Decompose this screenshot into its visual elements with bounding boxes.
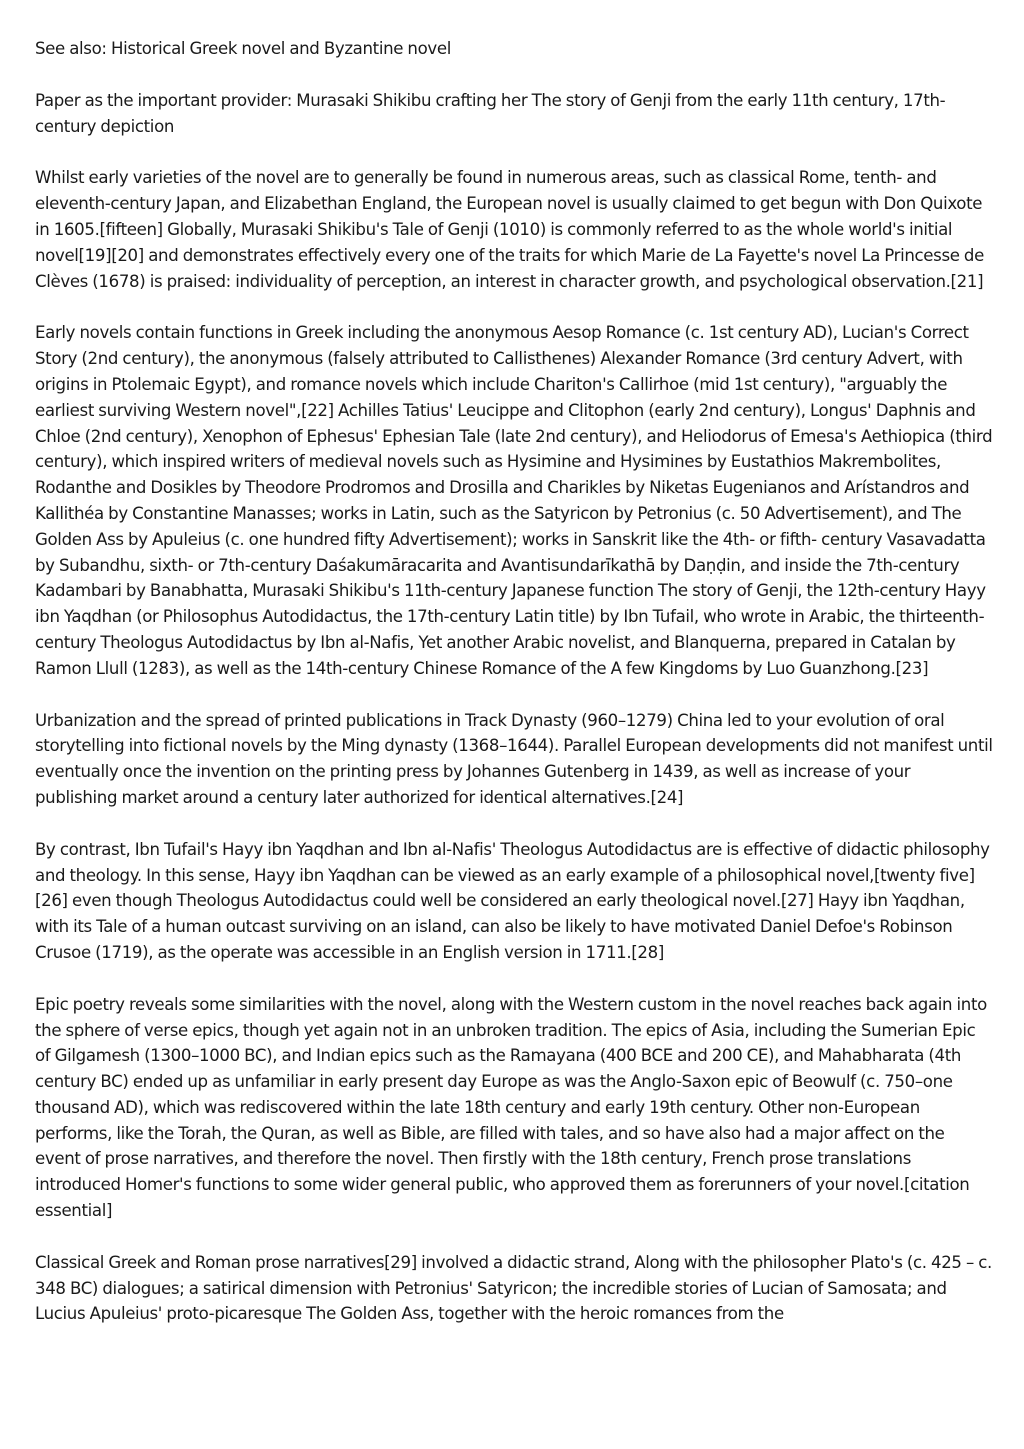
document-body (35, 36, 993, 1353)
body-paragraph-4: By contrast, Ibn Tufail's Hayy ibn Yaqdhan and Ibn al-Nafis' Theologus Autodidactus are is effective of didactic philosophy and theology. In this sense, Hayy ibn Yaqdhan can be viewed as an early example of a philosophical novel,[twenty five][26] even though Theologus Autodidactus could well be considered an early theological novel.[27] Hayy ibn Yaqdhan, with its Tale of a human outcast surviving on an island, can also be likely to have motivated Daniel Defoe's Robinson Crusoe (1719), as the operate was accessible in an English version in 1711.[28] (35, 839, 990, 962)
see-also-paragraph: See also: Historical Greek novel and Byzantine novel (35, 39, 451, 58)
body-paragraph-6: Classical Greek and Roman prose narratives[29] involved a didactic strand, Along with the philosopher Plato's (c. 425 – c. 348 BC) dialogues; a satirical dimension with Petronius' Satyricon; the incredible stories of Lucian of Samosata; and Lucius Apuleius' proto-picaresque The Golden Ass, together with the heroic romances from the (35, 1252, 992, 1324)
image-caption-paragraph: Paper as the important provider: Murasaki Shikibu crafting her The story of Genji from the early 11th century, 17th-century depiction (35, 90, 946, 136)
body-paragraph-1: Whilst early varieties of the novel are to generally be found in numerous areas, such as classical Rome, tenth- and eleventh-century Japan, and Elizabethan England, the European novel is usually claimed to get begun with Don Quixote in 1605.[fifteen] Globally, Murasaki Shikibu's Tale of Genji (1010) is commonly referred to as the whole world's initial novel[19][20] and demonstrates effectively every one of the traits for which Marie de La Fayette's novel La Princesse de Clèves (1678) is praised: individuality of perception, an interest in character growth, and psychological observation.[21] (35, 168, 984, 291)
body-paragraph-3: Urbanization and the spread of printed publications in Track Dynasty (960–1279) China led to your evolution of oral storytelling into fictional novels by the Ming dynasty (1368–1644). Parallel European developments did not manifest until eventually once the invention on the printing press by Johannes Gutenberg in 1439, as well as increase of your publishing market around a century later authorized for identical alternatives.[24] (35, 710, 993, 807)
body-paragraph-5: Epic poetry reveals some similarities with the novel, along with the Western custom in the novel reaches back again into the sphere of verse epics, though yet again not in an unbroken tradition. The epics of Asia, including the Sumerian Epic of Gilgamesh (1300–1000 BC), and Indian epics such as the Ramayana (400 BCE and 200 CE), and Mahabharata (4th century BC) ended up as unfamiliar in early present day Europe as was the Anglo-Saxon epic of Beowulf (c. 750–one thousand AD), which was rediscovered within the late 18th century and early 19th century. Other non-European performs, like the Torah, the Quran, as well as Bible, are filled with tales, and so have also had a major affect on the event of prose narratives, and therefore the novel. Then firstly with the 18th century, French prose translations introduced Homer's functions to some wider general public, who approved them as forerunners of your novel.[citation essential] (35, 994, 987, 1221)
body-paragraph-2: Early novels contain functions in Greek including the anonymous Aesop Romance (c. 1st century AD), Lucian's Correct Story (2nd century), the anonymous (falsely attributed to Callisthenes) Alexander Romance (3rd century Advert, with origins in Ptolemaic Egypt), and romance novels which include Chariton's Callirhoe (mid 1st century), "arguably the earliest surviving Western novel",[22] Achilles Tatius' Leucippe and Clitophon (early 2nd century), Longus' Daphnis and Chloe (2nd century), Xenophon of Ephesus' Ephesian Tale (late 2nd century), and Heliodorus of Emesa's Aethiopica (third century), which inspired writers of medieval novels such as Hysimine and Hysimines by Eustathios Makrembolites, Rodanthe and Dosikles by Theodore Prodromos and Drosilla and Charikles by Niketas Eugenianos and Arístandros and Kallithéa by Constantine Manasses; works in Latin, such as the Satyricon by Petronius (c. 50 Advertisement), and The Golden Ass by Apuleius (c. one hundred fifty Advertisement); works in Sanskrit like the 4th- or fifth- century Vasavadatta by Subandhu, sixth- or 7th-century Daśakumāracarita and Avantisundarīkathā by Daṇḍin, and inside the 7th-century Kadambari by Banabhatta, Murasaki Shikibu's 11th-century Japanese function The story of Genji, the 12th-century Hayy ibn Yaqdhan (or Philosophus Autodidactus, the 17th-century Latin title) by Ibn Tufail, who wrote in Arabic, the thirteenth-century Theologus Autodidactus by Ibn al-Nafis, Yet another Arabic novelist, and Blanquerna, prepared in Catalan by Ramon Llull (1283), as well as the 14th-century Chinese Romance of the A few Kingdoms by Luo Guanzhong.[23] (35, 323, 993, 678)
